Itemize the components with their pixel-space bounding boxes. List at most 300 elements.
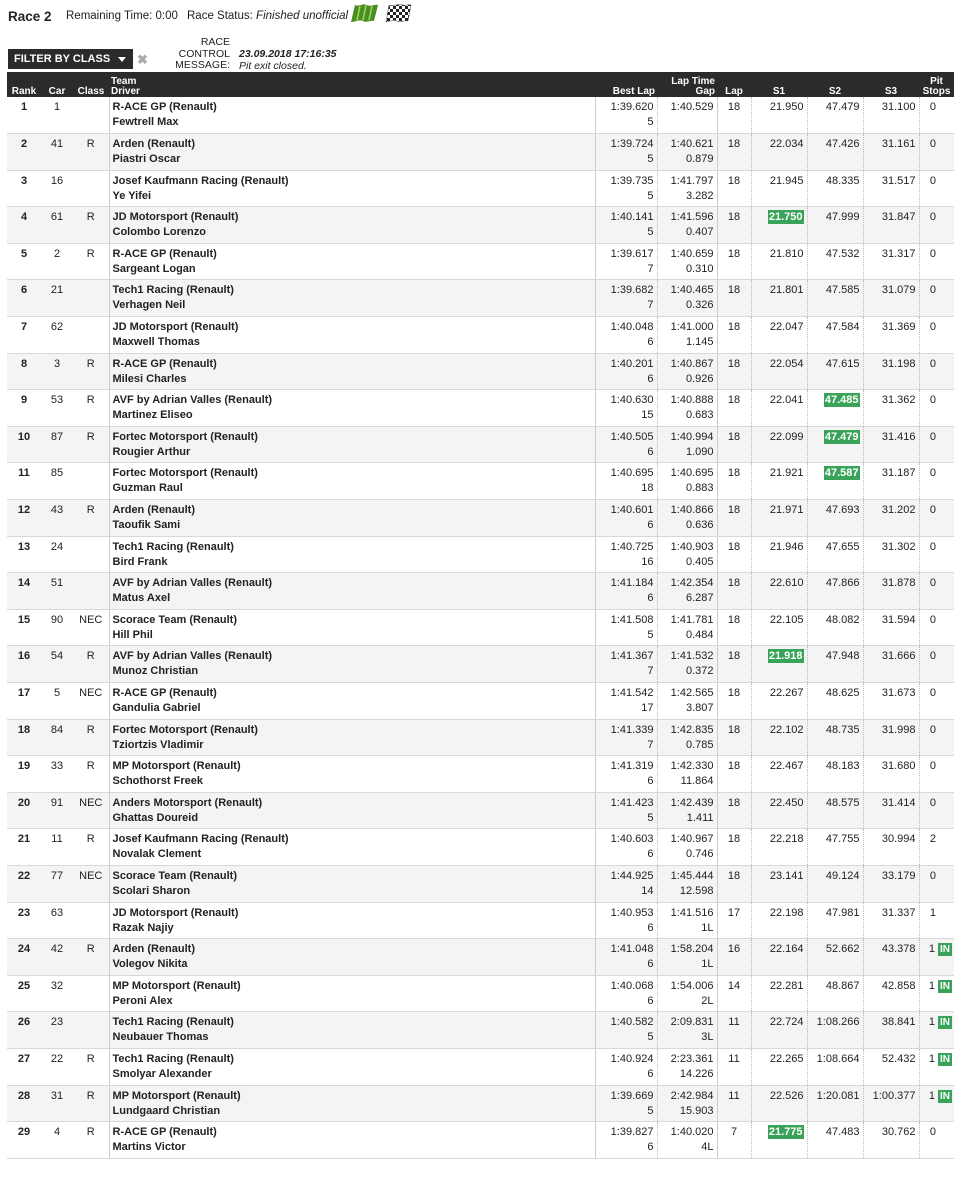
best-lap-number: 6	[647, 921, 654, 934]
checkered-flag-icon	[384, 3, 412, 23]
lap-time-cell	[657, 573, 717, 610]
lap-cell: 18	[717, 243, 751, 280]
driver-name: Bird Frank	[112, 555, 168, 568]
rank-cell: 11	[7, 463, 41, 500]
s1-value: 22.281	[769, 979, 804, 992]
car-cell: 33	[41, 756, 73, 793]
s2-value: 47.655	[825, 540, 860, 553]
best-lap-cell	[595, 683, 657, 720]
pit-stops-value: 1	[928, 1052, 935, 1065]
car-cell: 31	[41, 1085, 73, 1122]
lap-cell: 18	[717, 536, 751, 573]
driver-name: Munoz Christian	[112, 665, 199, 678]
lap-time-cell	[657, 1012, 717, 1049]
s2-value: 47.866	[825, 577, 860, 590]
car-cell: 41	[41, 134, 73, 171]
best-lap-cell	[595, 500, 657, 537]
s1-cell	[751, 463, 807, 500]
car-cell: 43	[41, 500, 73, 537]
pit-stops-value: 0	[929, 101, 936, 113]
race-title: Race 2	[8, 9, 52, 24]
best-lap-cell	[595, 829, 657, 866]
s2-cell	[807, 170, 863, 207]
race-control-time: 23.09.2018 17:16:35	[239, 48, 337, 60]
s3-value: 30.762	[881, 1126, 916, 1139]
s3-value: 31.337	[881, 906, 916, 919]
lap-cell: 18	[717, 573, 751, 610]
car-cell: 5	[41, 683, 73, 720]
best-lap-number: 15	[641, 409, 654, 422]
s3-value: 31.847	[881, 211, 916, 224]
pit-stops-cell	[919, 353, 954, 390]
table-row[interactable]	[7, 280, 954, 317]
lap-cell: 18	[717, 317, 751, 354]
table-row[interactable]	[7, 97, 954, 134]
gap-value: 1L	[701, 958, 714, 971]
best-lap-time: 1:41.542	[610, 687, 654, 699]
team-name: MP Motorsport (Renault)	[112, 979, 241, 992]
table-row[interactable]	[7, 683, 954, 720]
col-team-driver[interactable]	[109, 72, 595, 97]
s1-value: 22.041	[769, 394, 804, 407]
s1-value: 21.950	[769, 101, 804, 113]
pit-stops-cell	[919, 134, 954, 171]
table-row[interactable]	[7, 865, 954, 902]
team-name: MP Motorsport (Renault)	[112, 1089, 241, 1102]
table-row[interactable]	[7, 756, 954, 793]
last-lap-time: 1:54.006	[670, 979, 714, 992]
class-cell: R	[73, 426, 109, 463]
gap-value: 1L	[701, 921, 714, 934]
best-lap-cell	[595, 1122, 657, 1159]
s3-cell	[863, 97, 919, 134]
s1-cell	[751, 939, 807, 976]
s1-value: 22.164	[769, 943, 804, 956]
lap-time-cell	[657, 829, 717, 866]
s2-value: 47.532	[825, 247, 860, 260]
team-name: Tech1 Racing (Renault)	[112, 540, 234, 553]
table-row[interactable]	[7, 243, 954, 280]
driver-name: Tziortzis Vladimir	[112, 738, 204, 751]
gap-value: 3.807	[685, 702, 714, 714]
best-lap-number: 6	[647, 445, 654, 458]
col-s1[interactable]: S1	[751, 72, 807, 97]
driver-name: Gandulia Gabriel	[112, 702, 201, 714]
s3-cell	[863, 500, 919, 537]
lap-time-cell	[657, 683, 717, 720]
race-control-label-line: RACE	[200, 36, 230, 48]
s2-cell	[807, 865, 863, 902]
pit-stops-cell	[919, 573, 954, 610]
col-rank[interactable]: Rank	[7, 72, 41, 97]
best-lap-number: 17	[641, 702, 654, 714]
race-control-message: Pit exit closed.	[239, 60, 307, 72]
team-name: Anders Motorsport (Renault)	[112, 796, 263, 809]
lap-time-cell	[657, 426, 717, 463]
col-pit-stops[interactable]	[919, 72, 954, 97]
best-lap-time: 1:41.508	[610, 613, 654, 626]
s2-cell	[807, 1048, 863, 1085]
best-lap-number: 6	[647, 336, 654, 349]
race-status	[187, 10, 348, 22]
pit-stops-cell	[919, 170, 954, 207]
s1-cell	[751, 865, 807, 902]
car-cell: 23	[41, 1012, 73, 1049]
lap-time-cell	[657, 1085, 717, 1122]
best-lap-number: 6	[647, 1141, 654, 1154]
pit-stops-cell	[919, 609, 954, 646]
lap-cell: 18	[717, 756, 751, 793]
lap-cell: 11	[717, 1012, 751, 1049]
s1-cell	[751, 500, 807, 537]
car-cell: 84	[41, 719, 73, 756]
best-lap-number: 7	[647, 665, 654, 678]
class-cell: R	[73, 1085, 109, 1122]
pit-stops-cell	[919, 1085, 954, 1122]
lap-time-cell	[657, 134, 717, 171]
lap-cell: 18	[717, 134, 751, 171]
col-lap[interactable]: Lap	[717, 72, 751, 97]
last-lap-time: 1:40.867	[670, 357, 714, 370]
race-control-label-line: MESSAGE:	[175, 59, 230, 71]
team-name: Tech1 Racing (Renault)	[112, 1016, 234, 1029]
s1-cell	[751, 207, 807, 244]
car-cell: 53	[41, 390, 73, 427]
col-lap-time-gap[interactable]	[657, 72, 717, 97]
best-lap-number: 6	[647, 994, 654, 1007]
pit-stops-value: 0	[929, 211, 936, 224]
table-row[interactable]	[7, 719, 954, 756]
s2-cell	[807, 134, 863, 171]
driver-name: Colombo Lorenzo	[112, 226, 206, 239]
pit-stops-cell	[919, 683, 954, 720]
s2-cell	[807, 683, 863, 720]
table-row[interactable]	[7, 902, 954, 939]
best-lap-time: 1:41.184	[610, 577, 654, 590]
best-lap-number: 5	[647, 1104, 654, 1117]
class-cell	[73, 1012, 109, 1049]
team-name: MP Motorsport (Renault)	[112, 760, 241, 773]
lap-time-cell	[657, 646, 717, 683]
gap-value: 0.405	[685, 555, 714, 568]
team-driver-cell	[109, 829, 595, 866]
s3-cell	[863, 207, 919, 244]
s3-value: 31.666	[881, 650, 916, 663]
s2-value: 49.124	[825, 869, 860, 882]
pit-stops-cell	[919, 500, 954, 537]
team-driver-cell	[109, 280, 595, 317]
best-lap-cell	[595, 646, 657, 683]
best-lap-number: 6	[647, 519, 654, 532]
pit-stops-cell	[919, 243, 954, 280]
class-cell	[73, 536, 109, 573]
s1-value: 23.141	[769, 869, 804, 882]
class-cell	[73, 975, 109, 1012]
team-driver-cell	[109, 1122, 595, 1159]
best-lap-cell	[595, 170, 657, 207]
rank-cell: 14	[7, 573, 41, 610]
race-status-label: Race Status:	[187, 10, 257, 22]
best-lap-number: 14	[641, 884, 654, 897]
class-cell	[73, 280, 109, 317]
s1-value: 22.102	[769, 723, 804, 736]
pit-stops-value: 0	[929, 138, 936, 151]
rank-cell: 22	[7, 865, 41, 902]
team-driver-cell	[109, 390, 595, 427]
last-lap-time: 1:41.797	[670, 174, 714, 187]
best-lap-cell	[595, 426, 657, 463]
class-cell	[73, 573, 109, 610]
class-cell	[73, 902, 109, 939]
s3-value: 31.878	[881, 577, 916, 590]
lap-cell: 18	[717, 683, 751, 720]
col-stops: Stops	[922, 86, 951, 97]
s1-value: 21.810	[769, 247, 804, 260]
s2-cell	[807, 756, 863, 793]
s3-cell	[863, 902, 919, 939]
lap-cell: 18	[717, 353, 751, 390]
best-lap-time: 1:39.682	[610, 284, 654, 297]
class-cell	[73, 170, 109, 207]
best-lap-cell	[595, 280, 657, 317]
team-name: Tech1 Racing (Renault)	[112, 284, 234, 297]
pit-stops-value: 0	[929, 687, 936, 699]
best-lap-time: 1:39.735	[610, 174, 654, 187]
best-lap-cell	[595, 1048, 657, 1085]
last-lap-time: 1:40.020	[670, 1126, 714, 1139]
s3-value: 30.994	[881, 833, 916, 846]
s3-cell	[863, 829, 919, 866]
pit-stops-value: 0	[929, 796, 936, 809]
table-row[interactable]	[7, 829, 954, 866]
best-lap-cell	[595, 902, 657, 939]
pit-stops-value: 0	[929, 467, 936, 480]
table-row[interactable]	[7, 939, 954, 976]
best-lap-cell	[595, 1012, 657, 1049]
table-row[interactable]	[7, 1012, 954, 1049]
clear-filter-icon[interactable]: ✖	[137, 52, 148, 67]
lap-time-cell	[657, 170, 717, 207]
rank-cell: 20	[7, 792, 41, 829]
col-s2[interactable]: S2	[807, 72, 863, 97]
best-lap-time: 1:41.367	[610, 650, 654, 663]
rank-cell: 17	[7, 683, 41, 720]
lap-cell: 18	[717, 829, 751, 866]
s2-value: 47.981	[825, 906, 860, 919]
table-row[interactable]	[7, 463, 954, 500]
gap-value: 0.326	[685, 299, 714, 312]
class-cell	[73, 97, 109, 134]
driver-name: Lundgaard Christian	[112, 1104, 221, 1117]
table-row[interactable]	[7, 975, 954, 1012]
last-lap-time: 1:41.000	[670, 321, 714, 334]
last-lap-time: 1:40.659	[670, 247, 714, 260]
lap-time-cell	[657, 207, 717, 244]
class-cell: R	[73, 939, 109, 976]
lap-cell: 18	[717, 207, 751, 244]
s2-value: 48.867	[825, 979, 860, 992]
s3-value: 31.369	[881, 321, 916, 334]
driver-name: Martins Victor	[112, 1141, 186, 1154]
pit-stops-cell	[919, 426, 954, 463]
col-s3[interactable]: S3	[863, 72, 919, 97]
pit-stops-value: 0	[929, 577, 936, 590]
lap-time-cell	[657, 975, 717, 1012]
table-row[interactable]	[7, 609, 954, 646]
s1-cell	[751, 1048, 807, 1085]
s3-cell	[863, 1122, 919, 1159]
team-name: Arden (Renault)	[112, 943, 195, 956]
pit-stops-value: 0	[929, 321, 936, 334]
best-lap-number: 5	[647, 1031, 654, 1044]
pit-stops-value: 0	[929, 504, 936, 517]
best-lap-cell	[595, 463, 657, 500]
s2-value: 48.335	[825, 174, 860, 187]
best-lap-number: 5	[647, 116, 654, 128]
lap-time-cell	[657, 609, 717, 646]
col-team: Team	[111, 76, 137, 87]
pit-stops-cell	[919, 865, 954, 902]
table-row[interactable]	[7, 353, 954, 390]
driver-name: Hill Phil	[112, 628, 153, 641]
pit-stops-cell	[919, 1012, 954, 1049]
best-sector-highlight: 21.775	[768, 1126, 803, 1139]
team-name: Tech1 Racing (Renault)	[112, 1052, 234, 1065]
s3-cell	[863, 719, 919, 756]
s2-value: 52.662	[825, 943, 860, 956]
s2-cell	[807, 1012, 863, 1049]
gap-value: 0.407	[685, 226, 714, 239]
class-cell	[73, 317, 109, 354]
car-cell: 11	[41, 829, 73, 866]
last-lap-time: 2:23.361	[670, 1052, 714, 1065]
col-best-lap[interactable]: Best Lap	[595, 72, 657, 97]
s2-value: 47.615	[825, 357, 860, 370]
s1-cell	[751, 609, 807, 646]
table-row[interactable]	[7, 390, 954, 427]
table-row[interactable]	[7, 792, 954, 829]
pit-stops-value: 0	[929, 247, 936, 260]
best-lap-time: 1:40.048	[610, 321, 654, 334]
table-row[interactable]	[7, 646, 954, 683]
lap-cell: 14	[717, 975, 751, 1012]
results-table	[7, 72, 954, 1159]
s3-cell	[863, 1012, 919, 1049]
rank-cell: 8	[7, 353, 41, 390]
s2-value: 48.082	[825, 613, 860, 626]
pit-stops-value: 1	[929, 906, 936, 919]
lap-time-cell	[657, 1048, 717, 1085]
rank-cell: 24	[7, 939, 41, 976]
team-name: Josef Kaufmann Racing (Renault)	[112, 833, 289, 846]
rank-cell: 6	[7, 280, 41, 317]
car-cell: 61	[41, 207, 73, 244]
table-row[interactable]	[7, 536, 954, 573]
class-cell: R	[73, 500, 109, 537]
filter-by-class-dropdown[interactable]	[8, 49, 133, 69]
class-cell: NEC	[73, 792, 109, 829]
rank-cell: 9	[7, 390, 41, 427]
table-row[interactable]	[7, 1048, 954, 1085]
car-cell: 51	[41, 573, 73, 610]
best-lap-time: 1:39.827	[610, 1126, 654, 1139]
gap-value: 14.226	[679, 1067, 714, 1080]
table-row[interactable]	[7, 1085, 954, 1122]
lap-time-cell	[657, 536, 717, 573]
pit-stops-value: 0	[929, 723, 936, 736]
s3-value: 31.198	[881, 357, 916, 370]
rank-cell: 7	[7, 317, 41, 354]
chevron-down-icon	[118, 57, 126, 62]
car-cell: 54	[41, 646, 73, 683]
s3-cell	[863, 390, 919, 427]
s1-value: 22.610	[769, 577, 804, 590]
s3-value: 31.079	[881, 284, 916, 297]
last-lap-time: 1:40.465	[670, 284, 714, 297]
pit-stops-value: 0	[929, 174, 936, 187]
table-row[interactable]	[7, 500, 954, 537]
race-control-label	[160, 37, 230, 72]
table-row[interactable]	[7, 207, 954, 244]
table-row[interactable]	[7, 134, 954, 171]
gap-value: 0.636	[685, 519, 714, 532]
best-lap-cell	[595, 609, 657, 646]
lap-cell: 11	[717, 1048, 751, 1085]
s3-cell	[863, 134, 919, 171]
controls-bar	[0, 34, 955, 72]
table-row[interactable]	[7, 573, 954, 610]
s1-cell	[751, 646, 807, 683]
race-status-value: Finished unofficial	[256, 10, 349, 22]
in-pit-badge: IN	[940, 944, 950, 956]
s3-value: 43.378	[881, 943, 916, 956]
s2-cell	[807, 829, 863, 866]
gap-value: 2L	[701, 994, 714, 1007]
team-driver-cell	[109, 426, 595, 463]
best-lap-time: 1:40.201	[610, 357, 654, 370]
pit-stops-value: 0	[929, 394, 936, 407]
col-class[interactable]: Class	[73, 72, 109, 97]
gap-value: 15.903	[679, 1104, 714, 1117]
class-cell: NEC	[73, 683, 109, 720]
best-lap-cell	[595, 207, 657, 244]
table-row[interactable]	[7, 170, 954, 207]
table-row[interactable]	[7, 317, 954, 354]
table-row[interactable]	[7, 426, 954, 463]
team-driver-cell	[109, 902, 595, 939]
s1-cell	[751, 97, 807, 134]
pit-stops-cell	[919, 97, 954, 134]
team-name: Arden (Renault)	[112, 504, 195, 517]
s2-cell	[807, 536, 863, 573]
car-cell: 77	[41, 865, 73, 902]
s3-value: 31.317	[881, 247, 916, 260]
s3-value: 31.187	[881, 467, 916, 480]
best-sector-highlight: 21.750	[768, 211, 803, 224]
s3-cell	[863, 426, 919, 463]
s2-cell	[807, 243, 863, 280]
s3-cell	[863, 683, 919, 720]
team-driver-cell	[109, 756, 595, 793]
s1-value: 22.526	[769, 1089, 804, 1102]
table-row[interactable]	[7, 1122, 954, 1159]
col-car[interactable]: Car	[41, 72, 73, 97]
s2-cell	[807, 280, 863, 317]
best-lap-time: 1:40.068	[610, 979, 654, 992]
best-lap-time: 1:40.695	[610, 467, 654, 480]
s3-value: 52.432	[881, 1052, 916, 1065]
s1-cell	[751, 170, 807, 207]
